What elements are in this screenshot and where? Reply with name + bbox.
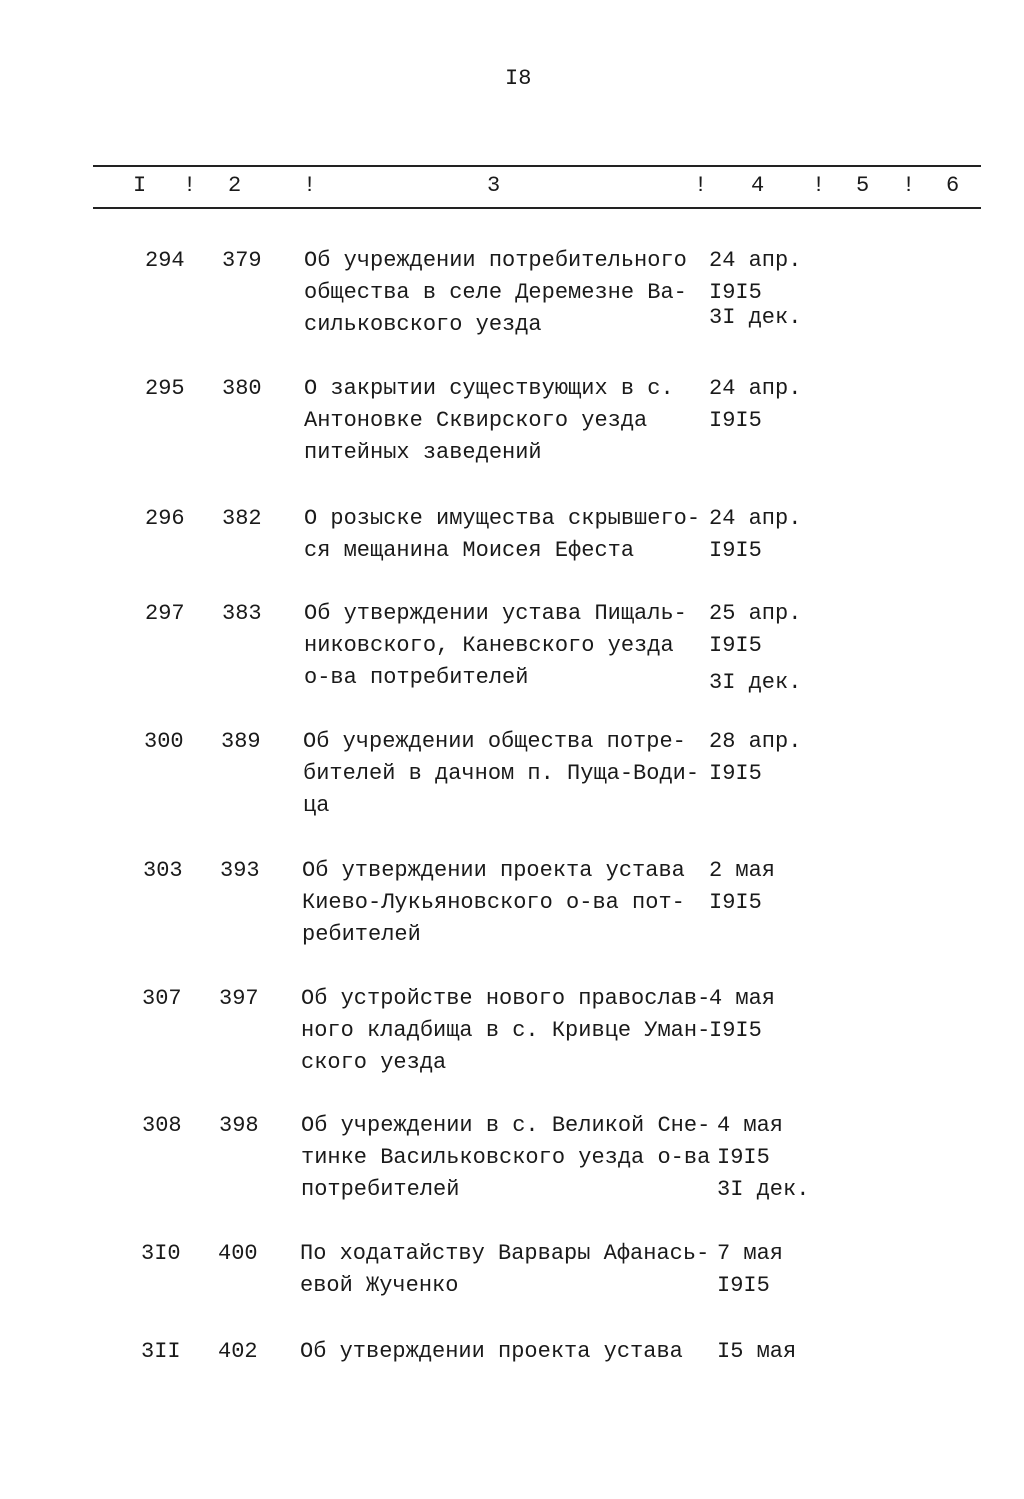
row-dates xyxy=(709,250,801,339)
title-line: ского уезда xyxy=(301,1050,447,1075)
date-line: 25 апр. xyxy=(709,601,802,626)
col-header-6: 6 xyxy=(946,173,960,198)
title-line: ребителей xyxy=(302,922,421,947)
date-line: 24 апр. xyxy=(709,506,802,531)
page-number: I8 xyxy=(505,66,532,91)
date-line: 4 мая xyxy=(717,1113,784,1138)
date-line: 24 апр. xyxy=(709,376,802,401)
row-number: 296 xyxy=(145,506,185,531)
date-line: I9I5 xyxy=(709,538,762,563)
title-line: Об учреждении в с. Великой Сне- xyxy=(301,1113,711,1138)
row-number: 308 xyxy=(142,1113,182,1138)
document-number: 380 xyxy=(222,376,262,401)
title-line: ца xyxy=(303,793,330,818)
date-line: I9I5 xyxy=(709,890,762,915)
title-line: О розыске имущества скрывшего- xyxy=(304,506,701,531)
document-number: 383 xyxy=(222,601,262,626)
title-line: Киево-Лукьяновского о-ва пот- xyxy=(302,890,685,915)
title-line: сильковского уезда xyxy=(304,312,542,337)
title-line: Об утверждении проекта устава xyxy=(302,858,685,883)
document-number: 397 xyxy=(219,986,259,1011)
title-line: питейных заведений xyxy=(304,440,542,465)
col-separator: ! xyxy=(902,173,916,198)
row-dates xyxy=(717,1115,809,1211)
row-title xyxy=(304,508,700,572)
row-number: 307 xyxy=(142,986,182,1011)
row-dates xyxy=(709,988,775,1052)
header-bottom-rule xyxy=(93,207,981,209)
document-number: 400 xyxy=(218,1241,258,1266)
date-line: I9I5 xyxy=(709,408,762,433)
date-line: 3I дек. xyxy=(709,305,802,330)
date-line: I9I5 xyxy=(717,1273,770,1298)
row-title xyxy=(300,1341,683,1373)
title-line: общества в селе Деремезне Ва- xyxy=(304,280,687,305)
title-line: Об учреждении общества потре- xyxy=(303,729,686,754)
title-line: ся мещанина Моисея Ефеста xyxy=(304,538,635,563)
title-line: евой Жученко xyxy=(300,1273,459,1298)
title-line: Об утверждении устава Пищаль- xyxy=(304,601,687,626)
col-header-1: I xyxy=(133,173,147,198)
col-separator: ! xyxy=(694,173,708,198)
title-line: По ходатайству Варвары Афанась- xyxy=(300,1241,710,1266)
col-header-5: 5 xyxy=(856,173,870,198)
row-number: 300 xyxy=(144,729,184,754)
date-line: 7 мая xyxy=(717,1241,784,1266)
document-number: 393 xyxy=(220,858,260,883)
date-line: I9I5 xyxy=(717,1145,770,1170)
title-line: никовского, Каневского уезда xyxy=(304,633,674,658)
date-line: I9I5 xyxy=(709,280,762,305)
date-line: I9I5 xyxy=(709,633,762,658)
col-header-4: 4 xyxy=(751,173,765,198)
row-title xyxy=(303,731,699,827)
title-line: Об учреждении потребительного xyxy=(304,248,687,273)
date-line: 4 мая xyxy=(709,986,776,1011)
date-line: 24 апр. xyxy=(709,248,802,273)
row-title xyxy=(301,988,710,1084)
title-line: о-ва потребителей xyxy=(304,665,529,690)
row-number: 294 xyxy=(145,248,185,273)
document-number: 398 xyxy=(219,1113,259,1138)
date-line: I9I5 xyxy=(709,761,762,786)
document-number: 389 xyxy=(221,729,261,754)
row-title xyxy=(300,1243,709,1307)
date-line: 3I дек. xyxy=(709,670,802,695)
row-number: 295 xyxy=(145,376,185,401)
title-line: бителей в дачном п. Пуща-Води- xyxy=(303,761,700,786)
row-dates xyxy=(709,860,775,924)
col-separator: ! xyxy=(812,173,826,198)
date-line: 3I дек. xyxy=(717,1177,810,1202)
row-dates xyxy=(717,1243,783,1307)
row-dates xyxy=(709,603,801,704)
col-header-2: 2 xyxy=(228,173,242,198)
title-line: тинке Васильковского уезда о-ва xyxy=(301,1145,711,1170)
row-dates xyxy=(709,378,801,442)
col-separator: ! xyxy=(183,173,197,198)
title-line: Об утверждении проекта устава xyxy=(300,1339,683,1364)
row-number: 3II xyxy=(141,1339,181,1364)
header-top-rule xyxy=(93,165,981,167)
title-line: О закрытии существующих в с. xyxy=(304,376,674,401)
date-line: 28 апр. xyxy=(709,729,802,754)
row-title xyxy=(301,1115,710,1211)
row-dates xyxy=(709,508,801,572)
title-line: Антоновке Сквирского уезда xyxy=(304,408,648,433)
row-title xyxy=(304,250,687,346)
row-title xyxy=(304,603,687,699)
col-header-3: 3 xyxy=(487,173,501,198)
row-number: 297 xyxy=(145,601,185,626)
date-line: I9I5 xyxy=(709,1018,762,1043)
title-line: ного кладбища в с. Кривце Уман- xyxy=(301,1018,711,1043)
title-line: Об устройстве нового православ- xyxy=(301,986,711,1011)
row-dates xyxy=(717,1341,796,1373)
row-title xyxy=(304,378,674,474)
date-line: 2 мая xyxy=(709,858,776,883)
row-number: 3I0 xyxy=(141,1241,181,1266)
document-number: 379 xyxy=(222,248,262,273)
row-dates xyxy=(709,731,801,795)
date-line: I5 мая xyxy=(717,1339,797,1364)
document-number: 402 xyxy=(218,1339,258,1364)
row-number: 303 xyxy=(143,858,183,883)
title-line: потребителей xyxy=(301,1177,460,1202)
col-separator: ! xyxy=(303,173,317,198)
document-number: 382 xyxy=(222,506,262,531)
row-title xyxy=(302,860,685,956)
